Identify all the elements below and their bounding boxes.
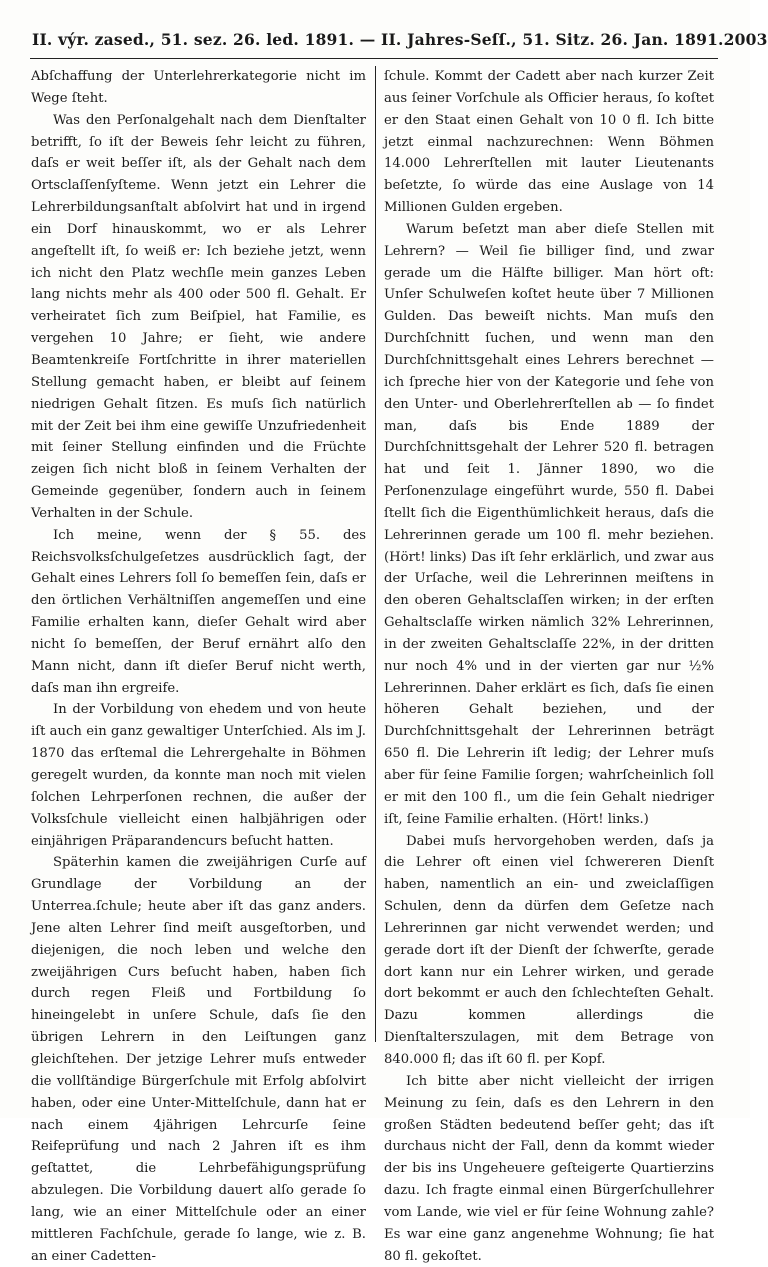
paragraph: Späterhin kamen die zweijährigen Curſe auf Grundlage der Vorbildung an der Unterrea.ſchule; heute aber iſt das ganz anders. Jene alten Lehrer ſind meiſt ausgeſtorben, und diejenigen, die noch leben und welche den zweijährigen Curs beſucht haben, haben ſich durch regen Fleiß und Fortbildung ſo hineingelebt in unſere Schule, daſs ſie den übrigen Lehrern in den Leiſtungen ganz gleichſtehen. Der jetzige Lehrer muſs entweder die vollſtändige Bürgerſchule mit Erfolg abſolvirt haben, oder eine Unter-Mittelſchule, dann hat er nach einem 4jährigen Lehrcurſe ſeine Reifeprüfung und nach 2 Jahren iſt es ihm geſtattet, die Lehrbefähigungsprüfung abzulegen. Die Vorbildung dauert alſo gerade ſo lang, wie an einer Mittelſchule oder an einer mittleren Fachſchule, gerade ſo lange, wie z. B. an einer Cadetten- bbox=[31, 855, 366, 1264]
paragraph: Warum beſetzt man aber dieſe Stellen mit Lehrern? — Weil ſie billiger ſind, und zwar gerade um die Hälfte billiger. Man hört oft: Unſer Schulweſen koſtet heute über 7 Millionen Gulden. Das beweiſt nichts. Man muſs den Durchſchnitt ſuchen, und wenn man den Durchſchnittsgehalt eines Lehrers berechnet — ich ſpreche hier von der Kategorie und ſehe von den Unter- und Oberlehrerſtellen ab — ſo findet man, daſs bis Ende 1889 der Durchſchnittsgehalt der Lehrer 520 fl. betragen hat und ſeit 1. Jänner 1890, wo die Perſonenzulage eingeführt wurde, 550 fl. Dabei ſtellt ſich die Eigenthümlichkeit heraus, daſs die Lehrerinnen gerade um 100 fl. mehr beziehen. (Hört! links) Das iſt ſehr erklärlich, und zwar aus der Urſache, weil die Lehrerinnen meiſtens in den oberen Gehaltsclaſſen wirken; in der erſten Gehaltsclaſſe wirken nämlich 32% Lehrerinnen, in der zweiten Gehaltsclaſſe 22%, in der dritten nur noch 4% und in der vierten gar nur ½% Lehrerinnen. Daher erklärt es ſich, daſs ſie einen höheren Gehalt beziehen, und der Durchſchnittsgehalt der Lehrerinnen beträgt 650 fl. Die Lehrerin iſt ledig; der Lehrer muſs aber für ſeine Familie ſorgen; wahrſcheinlich ſoll er mit den 100 fl., um die ſein Gehalt niedriger iſt, ſeine Familie erhalten. (Hört! links.) bbox=[384, 221, 714, 827]
page-number: 2003 bbox=[723, 30, 768, 49]
column-divider bbox=[375, 66, 376, 1042]
running-header bbox=[32, 30, 768, 52]
paragraph: Abſchaffung der Unterlehrerkategorie nicht im Wege ſteht. bbox=[31, 69, 366, 106]
paragraph: Dabei muſs hervorgehoben werden, daſs ja die Lehrer oft einen viel ſchwereren Dienſt haben, namentlich an ein- und zweiclaſſigen Schulen, denn da dürfen dem Geſetze nach Lehrerinnen gar nicht verwendet werden; und gerade dort iſt der Dienſt der ſchwerſte, gerade dort kann nur ein Lehrer wirken, und gerade dort bekommt er auch den ſchlechteſten Gehalt. Dazu kommen allerdings die Dienſtalterszulagen, mit dem Betrage von 840.000 fl; das iſt 60 fl. per Kopf. bbox=[384, 833, 714, 1067]
paragraph: Was den Perſonalgehalt nach dem Dienſtalter betrifft, ſo iſt der Beweis ſehr leicht zu führen, daſs er weit beſſer iſt, als der Gehalt nach dem Ortsclaſſenſyſteme. Wenn jetzt ein Lehrer die Lehrerbildungsanſtalt abſolvirt hat und in irgend ein Dorf hinauskommt, wo er als Lehrer angeſtellt iſt, ſo weiß er: Ich beziehe jetzt, wenn ich nicht den Platz wechſle mein ganzes Leben lang nichts mehr als 400 oder 500 fl. Gehalt. Er verheiratet ſich zum Beiſpiel, hat Familie, es vergehen 10 Jahre; er ſieht, wie andere Beamtenkreiſe Fortſchritte in ihrer materiellen Stellung gemacht haben, er bleibt auf ſeinem niedrigen Gehalt ſitzen. Es muſs ſich natürlich mit der Zeit bei ihm eine gewiſſe Unzufriedenheit mit ſeiner Stellung einfinden und die Früchte zeigen ſich nicht bloß in ſeinem Verhalten der Gemeinde gegenüber, ſondern auch in ſeinem Verhalten in der Schule. bbox=[31, 112, 366, 521]
paragraph: Ich meine, wenn der § 55. des Reichsvolksſchulgeſetzes ausdrücklich ſagt, der Gehalt eines Lehrers ſoll ſo bemeſſen ſein, daſs er den örtlichen Verhältniſſen angemeſſen und eine Familie erhalten kann, dieſer Gehalt wird aber nicht ſo bemeſſen, der Beruf ernährt alſo den Mann nicht, dann iſt dieſer Beruf nicht werth, daſs man ihn ergreife. bbox=[31, 527, 366, 696]
header-session-info: II. výr. zased., 51. sez. 26. led. 1891. — II. Jahres-Seſſ., 51. Sitz. 26. Jan. 1891. bbox=[32, 30, 724, 49]
header-rule bbox=[30, 58, 718, 59]
paragraph: Ich bitte aber nicht vielleicht der irrigen Meinung zu ſein, daſs es den Lehrern in den großen Städten bedeutend beſſer geht; das iſt durchaus nicht der Fall, denn da kommt wieder der bis ins Ungeheuere geſteigerte Quartierzins dazu. Ich fragte einmal einen Bürgerſchullehrer vom Lande, wie viel er für ſeine Wohnung zahle? Es war eine ganz angenehme Wohnung; ſie hat 80 fl. gekoſtet. bbox=[384, 1073, 714, 1264]
left-column bbox=[31, 66, 366, 1264]
right-column bbox=[384, 66, 714, 1264]
paragraph: ſchule. Kommt der Cadett aber nach kurzer Zeit aus ſeiner Vorſchule als Officier heraus, ſo koſtet er den Staat einen Gehalt von 10 0 fl. Ich bitte jetzt einmal nachzurechnen: Wenn Böhmen 14.000 Lehrerſtellen mit lauter Lieutenants beſetzte, ſo würde das eine Auslage von 14 Millionen Gulden ergeben. bbox=[384, 69, 714, 216]
paragraph: In der Vorbildung von ehedem und von heute iſt auch ein ganz gewaltiger Unterſchied. Als im J. 1870 das erſtemal die Lehrergehalte in Böhmen geregelt wurden, da konnte man noch mit vielen ſolchen Lehrperſonen rechnen, die außer der Volksſchule vielleicht einen halbjährigen oder einjährigen Präparandencurs beſucht hatten. bbox=[31, 702, 366, 849]
